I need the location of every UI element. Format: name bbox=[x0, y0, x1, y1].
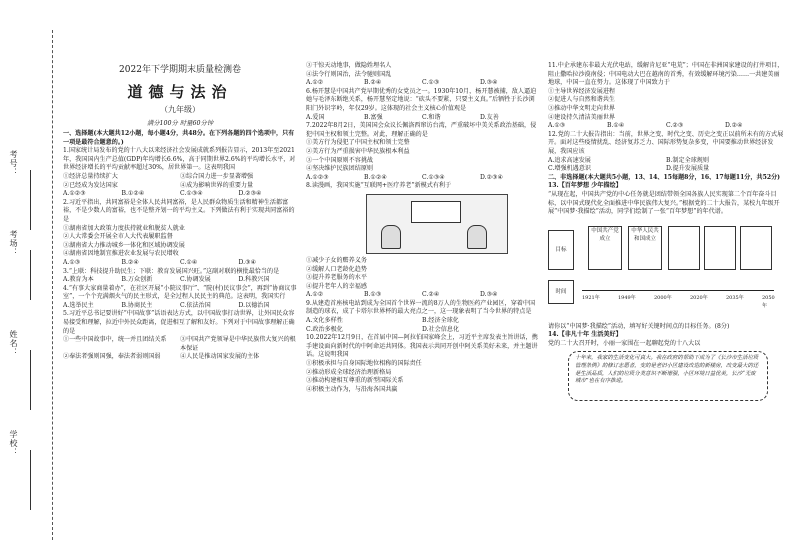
option-text: D.②③④ bbox=[238, 190, 262, 198]
column-3 bbox=[548, 62, 784, 401]
question-text: ④积极主动作为，与沿海各国共赢 bbox=[306, 385, 398, 393]
question-text: ②推动形成全球经济治理新格局 bbox=[306, 368, 392, 376]
name-label: 姓名： bbox=[9, 330, 18, 357]
question-text: ③一个中国原则不容挑战 bbox=[306, 156, 374, 164]
goal-blank-box bbox=[704, 226, 736, 270]
school-label: 学校： bbox=[9, 430, 18, 457]
option-text: C.协调发展 bbox=[180, 276, 211, 284]
time-label: 时间 bbox=[548, 280, 574, 304]
question-text: 11.中企承建东非最大光伏电站，缓解肯尼亚“电荒”；中国在非洲国家建设的打井项目，阻止撒哈拉沙漠南侵；中国电动大巴在越南的首秀，有效缓解环境污染……一共建美丽地球，中国一直在努力。这体现了中国致力于 bbox=[548, 62, 784, 87]
option-text: ④人民是推动国家发展的主体 bbox=[180, 353, 260, 361]
question-text: 2.习近平指出，共同富裕是全体人民共同富裕，是人民群众物质生活和精神生活都富裕，不是少数人的富裕，也不是整齐划一的平均主义。下列做法有利于实现共同富裕的是 bbox=[63, 198, 295, 223]
question-text: 5.习近平总书记要讲好“中国故事”话语表达方式，以中国故事打动世界，让外国民众容易接受和理解，拉近中外民众距离，促进相互了解和友好。下列对于中国故事理解正确的是 bbox=[63, 310, 295, 335]
option-row bbox=[548, 157, 784, 166]
option-text: A.①②③ bbox=[306, 173, 329, 181]
option-text: C.依法治国 bbox=[180, 301, 211, 309]
timeline-tick: 1949年 bbox=[618, 294, 636, 301]
option-text: C.①③④ bbox=[180, 190, 203, 198]
option-row bbox=[306, 326, 538, 335]
option-text: C.和谐 bbox=[422, 113, 441, 121]
option-text: B.协商民主 bbox=[121, 301, 153, 309]
question-text: ④湖南省因地制宜推进农业发展与农民增收 bbox=[63, 250, 179, 258]
class-line bbox=[30, 250, 31, 300]
option-text: C.政治多极化 bbox=[306, 325, 343, 333]
question-text: 10.2022年12月9日，在首届中国—阿拉伯国家峰会上，习近平主席发表主旨讲话，携手建设面向新时代的中阿命运共同体。我国表示共同开创中阿关系美好未来，并主题讲话。这说明我国 bbox=[306, 334, 538, 359]
cut-line bbox=[52, 30, 53, 540]
option-row bbox=[63, 336, 297, 353]
question-text: “从现在起，中国共产党的中心任务就是团结带领全国各族人民实现第二个百年奋斗目标，以中国式现代化全面推进中华民族伟大复兴。”根据党的二十大报告，某校九年级开展“中国梦·我描绘”活动，同学们绘制了一张“百年梦想”的年代谱。 bbox=[548, 190, 780, 216]
question-text: 12.党的二十大报告指出：当前，世界之变、时代之变、历史之变正以前所未有的方式展开。面对这些疫情扰乱、经济复苏乏力、国际形势复杂多变，中国要推动世界经济发展，我国应该 bbox=[548, 130, 784, 155]
question-text: ②缓解人口老龄化趋势 bbox=[306, 265, 367, 273]
option-text: D.②④ bbox=[725, 122, 743, 130]
option-text: B.①④ bbox=[607, 122, 625, 130]
option-text: B.①②④ bbox=[121, 190, 145, 198]
option-text: ③综合国力进一步显著增强 bbox=[180, 172, 254, 180]
question-text: 6.杨开慧是中国共产党早期优秀的女党员之一。1930年10月，杨开慧被捕，敌人逼迫她与毛泽东断绝关系，杨开慧坚定地说：“砍头不要紧，只要主义真。”后牺牲于长沙浏阳门外识字岭，年仅29岁。这体现的社会主义核心价值观是 bbox=[306, 87, 537, 112]
option-row bbox=[63, 190, 297, 199]
question-text: 7.2022年8月2日，美国国会众议长佩洛西窜访台湾，严重破坏中美关系政治基础，侵犯中国主权和领土完整。对此，理解正确的是 bbox=[306, 122, 537, 138]
goal-label: 目标 bbox=[548, 230, 574, 270]
timeline-tick: 2035年 bbox=[726, 294, 744, 301]
option-text: D.③④ bbox=[238, 258, 257, 266]
goal-box-1: 中国共产党成立 bbox=[588, 226, 622, 270]
option-text: A.①② bbox=[306, 291, 324, 299]
question-text: ③提升养老服务的水平 bbox=[306, 274, 367, 282]
goal-blank-box bbox=[668, 226, 700, 270]
option-text: D.③④ bbox=[480, 291, 498, 299]
section-heading: 二、非选择题(本大题共5小题，13、14、15每题8分，16、17每题11分，共52分) bbox=[548, 173, 781, 181]
column-2 bbox=[306, 62, 538, 394]
option-text: B.①③ bbox=[364, 291, 382, 299]
option-text: D.社会信息化 bbox=[422, 325, 460, 333]
question-text: 3.“上联：科技提升助民生；下联：教育发展国兴旺。”这副对联的横批最恰当的是 bbox=[63, 267, 280, 275]
option-text: ②奉法者强则国强，奉法者弱则国弱 bbox=[63, 353, 161, 361]
option-text: ③中国共产党领导是中华民族伟大复兴的根本保证 bbox=[180, 336, 296, 352]
option-text: A.①③ bbox=[63, 258, 81, 266]
option-row bbox=[63, 259, 297, 268]
option-text: C.②③ bbox=[666, 122, 684, 130]
option-text: D.提升发展质量 bbox=[666, 165, 710, 173]
question-text: 党的二十大召开时，小丽一家围在一起聊起党的十八大以 bbox=[548, 339, 701, 347]
grade-label: （九年级） bbox=[160, 105, 200, 114]
option-row bbox=[63, 182, 297, 191]
option-row bbox=[548, 122, 784, 131]
option-text: C.②④ bbox=[422, 291, 440, 299]
question-text: 请你以“中国梦·我描绘”活动，填写好关键时间点的目标任务。(8分) bbox=[548, 322, 730, 330]
option-text: A.①② bbox=[306, 79, 324, 87]
option-text: A.①③ bbox=[548, 122, 566, 130]
question-text: 4.“有事大家商量着办”，在社区开展“小院议事厅”、“院(村)民议事会”，再到“协商议事室”，一个个充满烟火气的民主形式，是全过程人民民主的典范。这表明，我国实行 bbox=[63, 284, 297, 301]
exam-no-label: 考号： bbox=[9, 150, 18, 177]
option-row bbox=[306, 291, 538, 300]
option-text: B.①②④ bbox=[364, 173, 387, 181]
question-text: ④提升老年人的幸福感 bbox=[306, 282, 367, 290]
question-text: ①美方行为侵犯了中国主权和领土完整 bbox=[306, 139, 410, 147]
question-text: ④法令行则国治，法令驰则国乱 bbox=[306, 70, 392, 78]
timeline-tick: 1921年 bbox=[582, 294, 600, 301]
question-text: ③推动中华文明走向世界 bbox=[548, 104, 616, 112]
exam-no-line bbox=[30, 170, 31, 230]
question-text: ③湖南省大力推动城乡一体化和区域协调发展 bbox=[63, 241, 185, 249]
question-text: ③推动构建相互尊重的新型国际关系 bbox=[306, 377, 404, 385]
option-text: B.②④ bbox=[364, 79, 382, 87]
name-line bbox=[30, 350, 31, 410]
question-text: ①主导世界经济发展进程 bbox=[548, 87, 616, 95]
elder-figure bbox=[381, 225, 401, 249]
section-heading: 一、选择题(本大题共12小题，每小题4分，共48分。在下列各题的四个选项中，只有一项是最符合题意的。) bbox=[63, 130, 295, 146]
option-text: ④成为影响世界的重要力量 bbox=[180, 181, 254, 189]
option-text: B.制定全球规则 bbox=[666, 156, 709, 164]
option-text: B.经济全球化 bbox=[422, 317, 459, 325]
timeline-axis bbox=[582, 290, 774, 291]
option-row bbox=[63, 353, 297, 362]
cartoon-sign bbox=[411, 201, 461, 223]
option-text: B.②④ bbox=[121, 258, 139, 266]
quote-bubble: 十年来，我家的生活变化可真大。我在政府的帮助下成为了《长沙市生活垃圾管理条例》的修订志愿者，变的是老旧小区建设改造的新楼房，改变最大的还是生活品质，人们的垃圾分类意识不断增强，小区环境日益优美，长沙“无废城市”也在有序推进。 bbox=[568, 351, 768, 401]
option-text: D.科教兴国 bbox=[238, 276, 270, 284]
option-text: A.教育为本 bbox=[63, 276, 94, 284]
question-text: 8.读漫画，我国实施“互联网+医疗养老”新模式有利于 bbox=[306, 182, 452, 190]
option-text: B.万众创新 bbox=[121, 276, 153, 284]
option-text: C.增强机遇意识 bbox=[548, 165, 591, 173]
option-row bbox=[306, 114, 538, 123]
question-text: 9.从建造首座核电站到成为全国首个世界一流的8万人的生物医药产业园区，穿着中国制造的球衣，成了卡塔尔世界杯的最大亮点之一，这一现象表明了当今世界的特点是 bbox=[306, 299, 536, 316]
option-text: ②已经成为发达国家 bbox=[63, 181, 118, 189]
goal-blank-box bbox=[740, 226, 772, 270]
option-row bbox=[63, 276, 297, 285]
option-text: A.追求高速发展 bbox=[548, 156, 591, 164]
exam-header bbox=[63, 62, 297, 127]
option-row bbox=[306, 317, 538, 326]
question-text: ①积极承担与自身国际地位相称的国际责任 bbox=[306, 360, 422, 368]
option-text: A.文化多样性 bbox=[306, 317, 343, 325]
timeline-tick: 2000年 bbox=[654, 294, 672, 301]
binding-margin bbox=[0, 0, 58, 554]
column-1 bbox=[63, 130, 297, 362]
subject-title: 道德与法治 bbox=[127, 83, 233, 101]
timeline-tick: 2020年 bbox=[690, 294, 708, 301]
section-heading: 13.【百年梦想 少年描绘】 bbox=[548, 182, 622, 190]
option-row bbox=[306, 79, 538, 88]
option-text: D.友善 bbox=[480, 113, 499, 121]
option-text: A.①②③ bbox=[63, 190, 86, 198]
question-text: ④建设持久清洁美丽世界 bbox=[548, 113, 616, 121]
option-text: C.①③④ bbox=[422, 173, 445, 181]
timeline-tick: 2050年 bbox=[762, 294, 775, 310]
option-text: C.①④ bbox=[180, 258, 198, 266]
option-text: B.富强 bbox=[364, 113, 383, 121]
question-text: ②美方行为严重损害中华民族根本利益 bbox=[306, 147, 410, 155]
option-row bbox=[63, 173, 297, 182]
option-text: D.②③④ bbox=[480, 173, 503, 181]
question-text: ③干惊天动地事，做隐姓埋名人 bbox=[306, 62, 392, 69]
class-label: 考场： bbox=[9, 230, 18, 257]
option-text: D.③④ bbox=[480, 79, 498, 87]
century-timeline bbox=[548, 220, 778, 320]
option-text: ①一些中国故事中，统一并且团结关系 bbox=[63, 336, 167, 344]
option-row bbox=[548, 165, 784, 174]
question-text: ①湖南省加大政策力度扶持就业和脱贫人就业 bbox=[63, 224, 185, 232]
question-text: ④坚决维护民族团结原则 bbox=[306, 165, 374, 173]
elder-figure bbox=[467, 225, 487, 249]
question-text: ②人大常委会开展全市人大代表履职监督 bbox=[63, 233, 173, 241]
exam-title: 2022年下学期期末质量检测卷 bbox=[119, 65, 241, 75]
school-line bbox=[30, 450, 31, 510]
question-text: ②促进人与自然和谐共生 bbox=[548, 96, 616, 104]
section-heading: 14.【非凡十年 生活美好】 bbox=[548, 331, 622, 339]
option-text: A.选举民主 bbox=[63, 301, 94, 309]
score-line: 满分100分 时量60分钟 bbox=[146, 120, 214, 127]
cartoon-illustration bbox=[366, 194, 508, 254]
option-text: ①经济总量持续扩大 bbox=[63, 172, 118, 180]
option-text: C.①③ bbox=[422, 79, 440, 87]
question-text: ①减少子女的赡养义务 bbox=[306, 256, 367, 264]
option-text: D.以德治国 bbox=[238, 301, 270, 309]
option-text: A.爱国 bbox=[306, 113, 325, 121]
question-text: 1.国家统计局发布的党的十八大以来经济社会发展成就系列报告显示，2013年至2021年，我国国内生产总值(GDP)年均增长6.6%，高于同期世界2.6%的平均增长水平，对世界经济增长的平均贡献率超过30%，居世界第一。这表明我国 bbox=[63, 147, 296, 172]
goal-box-2: 中华人民共和国成立 bbox=[628, 226, 662, 270]
